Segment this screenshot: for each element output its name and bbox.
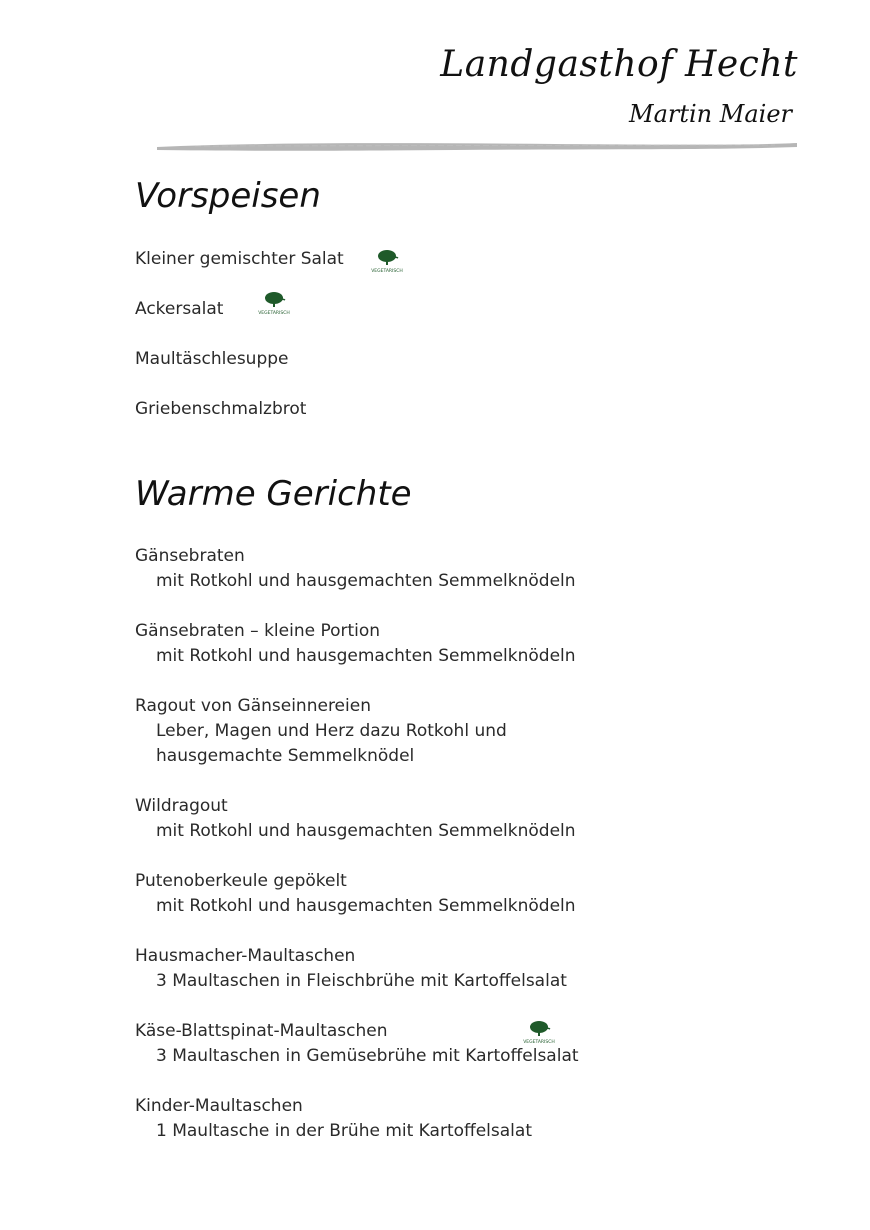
menu-item-description: 3 Maultaschen in Gemüsebrühe mit Kartoffelsalat <box>156 1046 579 1066</box>
menu-item-description: mit Rotkohl und hausgemachten Semmelknödeln <box>156 821 576 841</box>
letterhead <box>0 0 870 160</box>
menu-item: Griebenschmalzbrot <box>135 399 307 419</box>
menu-item: Hausmacher-Maultaschen <box>135 946 356 966</box>
menu-item: Ackersalat <box>135 299 224 319</box>
menu-item-description: hausgemachte Semmelknödel <box>156 746 415 766</box>
vegetarian-badge-label: VEGETARISCH <box>258 311 290 316</box>
menu-item: Kinder-Maultaschen <box>135 1096 303 1116</box>
restaurant-name: Landgasthof Hecht <box>440 44 798 85</box>
menu-item: Käse-Blattspinat-Maultaschen <box>135 1021 388 1041</box>
menu-item: Wildragout <box>135 796 228 816</box>
menu-item-description: mit Rotkohl und hausgemachten Semmelknödeln <box>156 571 576 591</box>
section-title-vorspeisen: Vorspeisen <box>135 176 321 216</box>
menu-item: Kleiner gemischter Salat <box>135 249 344 269</box>
menu-item: Gänsebraten <box>135 546 245 566</box>
menu-item: Ragout von Gänseinnereien <box>135 696 371 716</box>
menu-item-description: mit Rotkohl und hausgemachten Semmelknödeln <box>156 896 576 916</box>
vegetarian-badge-label: VEGETARISCH <box>523 1040 555 1045</box>
menu-item: Putenoberkeule gepökelt <box>135 871 347 891</box>
vegetarian-tree-icon <box>371 248 403 274</box>
vegetarian-tree-icon <box>523 1019 555 1045</box>
menu-item-description: Leber, Magen und Herz dazu Rotkohl und <box>156 721 507 741</box>
vegetarian-badge-label: VEGETARISCH <box>371 269 403 274</box>
brush-stroke-divider <box>155 138 800 154</box>
owner-name: Martin Maier <box>629 100 792 128</box>
menu-item: Gänsebraten – kleine Portion <box>135 621 381 641</box>
menu-item-description: mit Rotkohl und hausgemachten Semmelknödeln <box>156 646 576 666</box>
menu-item: Maultäschlesuppe <box>135 349 289 369</box>
menu-item-description: 1 Maultasche in der Brühe mit Kartoffelsalat <box>156 1121 532 1141</box>
section-title-warme-gerichte: Warme Gerichte <box>135 474 412 514</box>
vegetarian-tree-icon <box>258 290 290 316</box>
menu-item-description: 3 Maultaschen in Fleischbrühe mit Kartoffelsalat <box>156 971 567 991</box>
